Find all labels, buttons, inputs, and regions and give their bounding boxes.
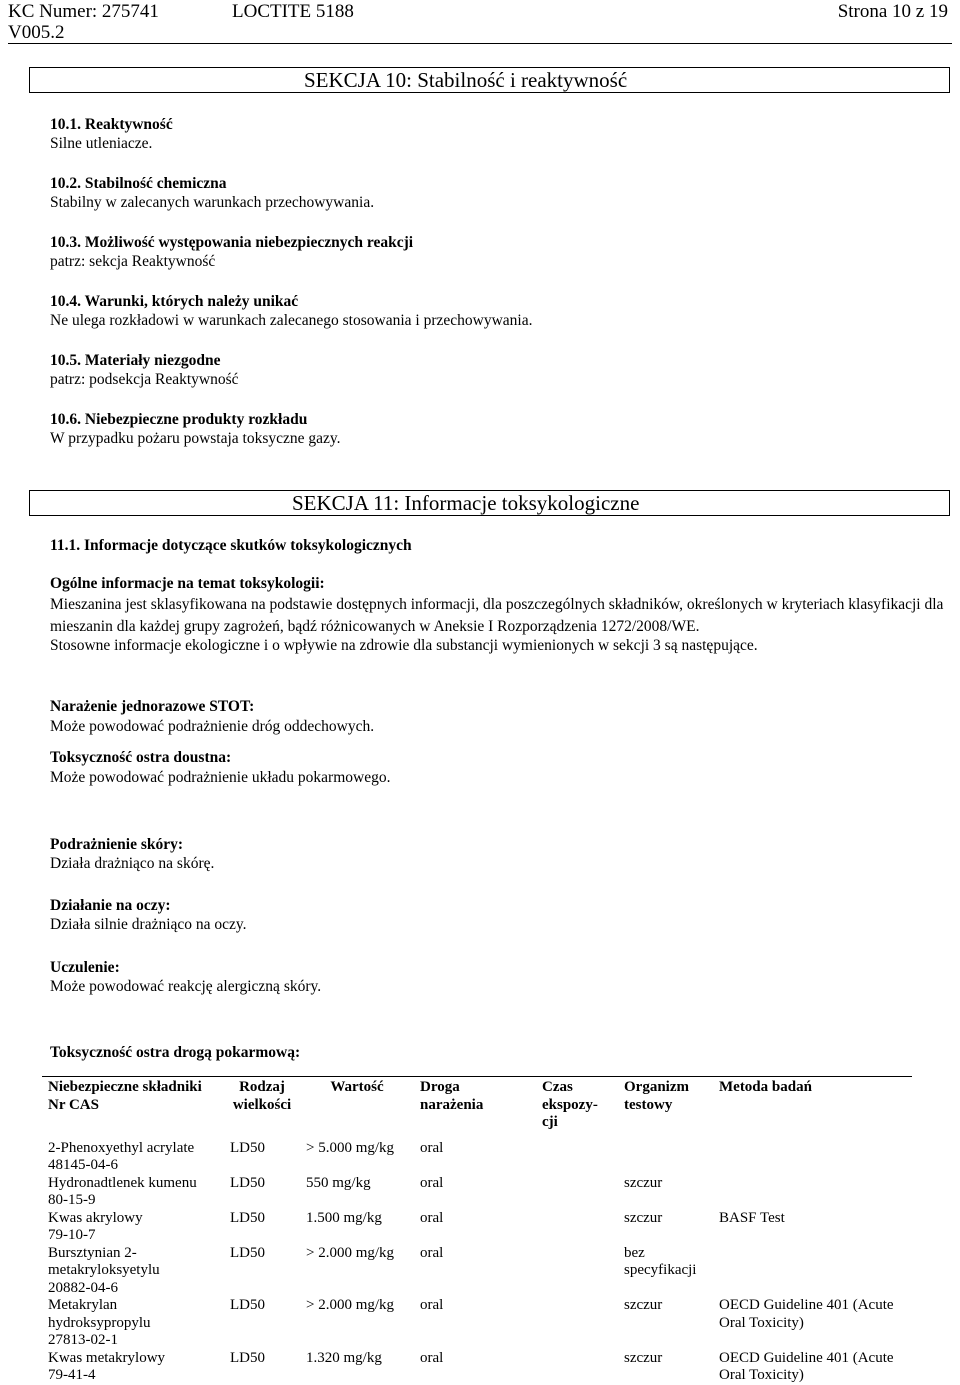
col-header-route: Droga narażenia — [420, 1079, 484, 1113]
method-cell — [713, 1140, 912, 1175]
table-header-row — [42, 1077, 912, 1140]
time-cell — [536, 1175, 618, 1210]
time-cell — [536, 1350, 618, 1385]
general-tox-text: Mieszanina jest sklasyfikowana na podstawie dostępnych informacji, dla poszczególnych składników, określonych w kryteriach klasyfikacji dla mieszanin dla każdej grupy zagrożeń, bądź różnicowanych w Aneksie I Rozporządzenia 1272/2008/WE. — [50, 596, 944, 635]
organism-cell: szczur — [624, 1209, 663, 1226]
s11-1-heading: 11.1. Informacje dotyczące skutków toksykologicznych — [50, 537, 412, 554]
s10-4-text: Ne ulega rozkładowi w warunkach zalecanego stosowania i przechowywania. — [50, 312, 533, 329]
col-header-exposure-time: Czas ekspozy- cji — [542, 1079, 598, 1130]
type-cell: LD50 — [230, 1209, 265, 1226]
s10-4-heading: 10.4. Warunki, których należy unikać — [50, 293, 299, 310]
organism-cell: szczur — [624, 1174, 663, 1191]
route-cell: oral — [420, 1139, 444, 1156]
organism-cell: bez specyfikacji — [624, 1244, 697, 1278]
eye-effects-heading: Działanie na oczy: — [50, 897, 171, 914]
type-cell: LD50 — [230, 1244, 265, 1261]
route-cell: oral — [420, 1349, 444, 1366]
s10-1-heading: 10.1. Reaktywność — [50, 116, 173, 133]
component-cell: Hydronadtlenek kumenu 80-15-9 — [48, 1174, 197, 1208]
kc-number: KC Numer: 275741 — [8, 1, 159, 22]
skin-irritation-heading: Podrażnienie skóry: — [50, 836, 184, 853]
method-cell: OECD Guideline 401 (Acute Oral Toxicity) — [719, 1349, 894, 1383]
general-tox-text2: Stosowne informacje ekologiczne i o wpływie na zdrowie dla substancji wymienionych w sekcji 3 są następujące. — [50, 637, 758, 654]
version: V005.2 — [8, 22, 65, 43]
s10-1-text: Silne utleniacze. — [50, 135, 153, 152]
component-cell: Metakrylan hydroksypropylu 27813-02-1 — [48, 1297, 151, 1348]
col-header-organism: Organizm testowy — [624, 1079, 689, 1113]
type-cell: LD50 — [230, 1139, 265, 1156]
col-header-value: Wartość — [330, 1079, 384, 1095]
component-cell: Bursztynian 2- metakryloksyetylu 20882-04-6 — [48, 1244, 160, 1296]
header-divider — [8, 43, 952, 44]
organism-cell — [618, 1140, 713, 1175]
product-name: LOCTITE 5188 — [232, 1, 354, 22]
type-cell: LD50 — [230, 1297, 265, 1313]
route-cell: oral — [420, 1209, 444, 1226]
value-cell: > 5.000 mg/kg — [306, 1139, 395, 1156]
organism-cell: szczur — [624, 1297, 663, 1313]
table-row — [42, 1175, 912, 1210]
method-cell — [713, 1175, 912, 1210]
col-header-type: Rodzaj wielkości — [232, 1079, 292, 1113]
section10-title: SEKCJA 10: Stabilność i reaktywność — [304, 68, 628, 92]
time-cell — [536, 1245, 618, 1298]
toxicity-table — [42, 1076, 912, 1385]
table-row — [42, 1210, 912, 1245]
method-cell: OECD Guideline 401 (Acute Oral Toxicity) — [719, 1297, 894, 1331]
method-cell: BASF Test — [719, 1209, 785, 1226]
table-row — [42, 1297, 912, 1350]
oral-tox-text: Może powodować podrażnienie układu pokarmowego. — [50, 769, 391, 786]
skin-irritation-text: Działa drażniąco na skórę. — [50, 855, 215, 872]
route-cell: oral — [420, 1174, 444, 1191]
route-cell: oral — [420, 1297, 444, 1313]
s10-6-text: W przypadku pożaru powstaja toksyczne gazy. — [50, 430, 341, 447]
sensitisation-text: Może powodować reakcję alergiczną skóry. — [50, 978, 322, 995]
oral-route-heading: Toksyczność ostra drogą pokarmową: — [50, 1044, 301, 1061]
method-cell — [713, 1245, 912, 1298]
col-header-method: Metoda badań — [719, 1079, 812, 1095]
s10-6-heading: 10.6. Niebezpieczne produkty rozkładu — [50, 411, 308, 428]
s10-3-text: patrz: sekcja Reaktywność — [50, 253, 216, 270]
time-cell — [536, 1140, 618, 1175]
type-cell: LD50 — [230, 1174, 265, 1191]
table-row — [42, 1245, 912, 1298]
s10-2-heading: 10.2. Stabilność chemiczna — [50, 175, 227, 192]
s10-5-heading: 10.5. Materiały niezgodne — [50, 352, 221, 369]
col-header-component: Niebezpieczne składniki Nr CAS — [48, 1079, 202, 1113]
s10-2-text: Stabilny w zalecanych warunkach przechowywania. — [50, 194, 375, 211]
s10-5-text: patrz: podsekcja Reaktywność — [50, 371, 239, 388]
stot-heading: Narażenie jednorazowe STOT: — [50, 698, 255, 715]
table-row — [42, 1140, 912, 1175]
value-cell: 550 mg/kg — [306, 1174, 371, 1191]
value-cell: 1.500 mg/kg — [306, 1209, 382, 1226]
s10-3-heading: 10.3. Możliwość występowania niebezpiecznych reakcji — [50, 234, 414, 251]
type-cell: LD50 — [230, 1349, 265, 1366]
component-cell: Kwas metakrylowy 79-41-4 — [48, 1349, 166, 1383]
route-cell: oral — [420, 1244, 444, 1261]
oral-tox-heading: Toksyczność ostra doustna: — [50, 749, 232, 766]
table-row — [42, 1350, 912, 1385]
stot-text: Może powodować podrażnienie dróg oddechowych. — [50, 718, 375, 735]
component-cell: 2-Phenoxyethyl acrylate 48145-04-6 — [48, 1139, 195, 1173]
component-cell: Kwas akrylowy 79-10-7 — [48, 1209, 143, 1243]
time-cell — [536, 1297, 618, 1350]
sensitisation-heading: Uczulenie: — [50, 959, 120, 976]
value-cell: > 2.000 mg/kg — [306, 1297, 395, 1313]
general-tox-heading: Ogólne informacje na temat toksykologii: — [50, 575, 325, 592]
eye-effects-text: Działa silnie drażniąco na oczy. — [50, 916, 247, 933]
page-number: Strona 10 z 19 — [837, 1, 948, 22]
organism-cell: szczur — [624, 1349, 663, 1366]
section11-title: SEKCJA 11: Informacje toksykologiczne — [292, 491, 640, 515]
value-cell: 1.320 mg/kg — [306, 1349, 382, 1366]
value-cell: > 2.000 mg/kg — [306, 1244, 395, 1261]
time-cell — [536, 1210, 618, 1245]
